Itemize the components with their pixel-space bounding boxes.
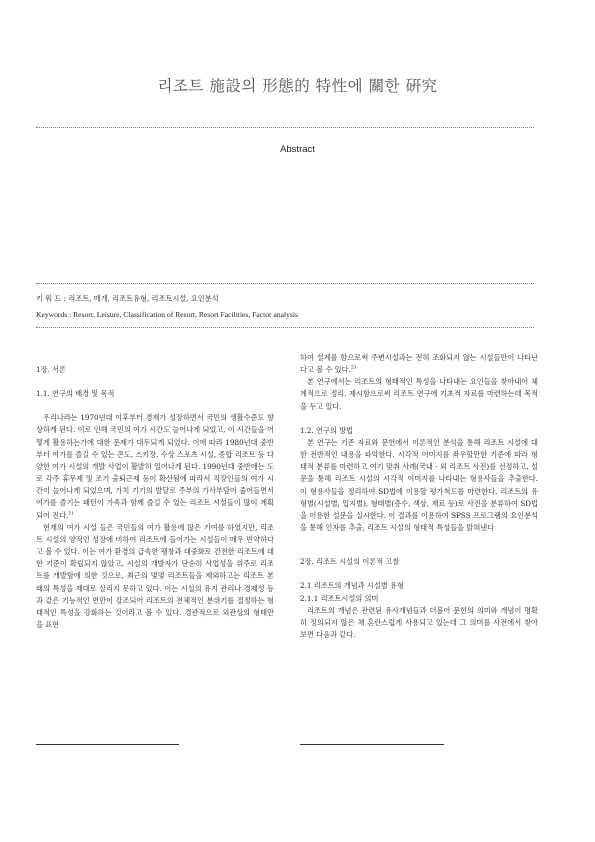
section-2-1-1-heading: 2.1.1 리조트시설의 의미 (300, 593, 379, 603)
keywords-english: Keywords : Resort, Leisure, Classification of Resort, Resort Facilities, Factor analysis (36, 310, 298, 319)
title-divider (36, 127, 534, 128)
body-paragraph: 본 연구는 기존 자료와 문헌에서 이론적인 분석을 통해 리조트 시설에 대한 전반적인 내용을 파악한다. 시각적 이미지를 좌우할만한 기준에 따라 형태적 분류를 마련하고 여기 맞춰 사례(국내 · 외 리조트 사진)를 선정하고, 설문을 통해 리조트 시설의 시각적 이미지를 나타내는 형용사들을 추출한다. 이 형용사들을 정리하여 SD법에 이용할 평가척도를 마련한다. 리조트의 유형별(시설별, 입지별), 형태별(층수, 색상, 재료 등)로 사진을 분류하여 SD법을 이용한 설문을 실시한다. 이 결과를 이용하여 SPSS 프로그램의 요인분석을 통해 인자를 추출, 리조트 시설의 형태적 특성들을 밝혀낸다 (300, 437, 538, 533)
body-paragraph: 하여 설계를 함으로써 주변시설과는 전혀 조화되지 않는 시설들만이 나타난다고 볼 수 있다.$^{2)}$ (300, 353, 538, 375)
keywords-korean: 키 워 드 : 리조트, 매개, 리조트유형, 리조트시설, 요인분석 (36, 294, 219, 303)
abstract-divider (36, 283, 534, 284)
section-2-heading: 2장. 리조트 시설의 이론적 고찰 (300, 557, 400, 567)
body-paragraph: 우리나라는 1970년대 이후부터 경제가 성장하면서 국민의 생활수준도 향상하게 된다. 이로 인해 국민의 여가 시간도 늘어나게 되었고, 이 시간들을 어떻게 활용하는가에 대한 문제가 대두되게 되었다. 이에 따라 1980년대 중반부터 여가를 즐길 수 있는 콘도, 스키장, 수상 스포츠 시설, 종합 리조트 등 다양한 여가 시설의 개발 사업이 활발히 일어나게 된다. 1990년대 중반에는 도로 각주 휴무제 및 조기 출퇴근제 등이 확산됨에 따라서 직장인들의 여가 시간이 늘어나게 되었으며, 가치 기기의 발달로 주부의 가사부담이 줄어들면서 여가를 즐기는 패턴이 가족과 함께 즐길 수 있는 리조트 시설들이 많이 계획되어 진다.$^{1)}$ (36, 413, 274, 520)
section-1-heading: 1장. 서론 (36, 365, 66, 374)
section-1-2-heading: 1.2. 연구의 방법 (300, 425, 354, 435)
section-2-1-heading: 2.1 리조트의 개념과 시설별 유형 (300, 581, 404, 591)
right-column (300, 352, 538, 641)
body-paragraph: 리조트의 개념은 관련된 유사개념들과 더불어 문헌의 의미와 개념이 명확히 정의되지 않은 채 혼란스럽게 사용되고 있는데 그 의미를 사전에서 찾아보면 다음과 같다. (300, 605, 538, 639)
left-column (36, 364, 274, 631)
body-paragraph: 현재의 여가 시설 들은 국민들의 여가 활용에 많은 기여를 하였지만, 리조트 시설의 양적인 성장에 비하여 리조트에 들어가는 시설들이 매우 빈약하다고 볼 수 있다. 이는 여가 환경의 급속한 팽창과 대중화로 건전한 리조트에 대한 기준이 확립되지 않았고, 시설의 개발자가 단순히 사업성을 위주로 리조트를 개발함에 의한 것으로, 최근의 몇몇 리조트들을 제외하고는 리조트 본래의 특성을 제대로 살리지 못하고 있다. 이는 시설의 유지 관리나 경제성 등과 같은 기능적인 면만이 강조되어 리조트의 전체적인 분위기를 결정하는 형태적인 특성을 강화하는 것이라고 볼 수 있다. 경관적으로 외관상의 형태만을 표현 (36, 522, 274, 629)
body-paragraph: 본 연구에서는 리조트의 형태적인 특성을 나타내는 요인들을 찾아내어 체계적으로 정리, 제시함으로써 리조트 연구에 기초적 자료를 마련하는데 목적을 두고 있다. (300, 377, 538, 411)
paper-title: 리조트 施設의 形態的 特性에 關한 硏究 (157, 77, 438, 95)
footnote-rule-left (36, 744, 179, 745)
keywords-divider (36, 327, 534, 328)
abstract-heading: Abstract (280, 144, 315, 155)
section-1-1-heading: 1.1. 연구의 배경 및 목적 (36, 389, 115, 399)
footnote-rule-right (300, 744, 444, 745)
